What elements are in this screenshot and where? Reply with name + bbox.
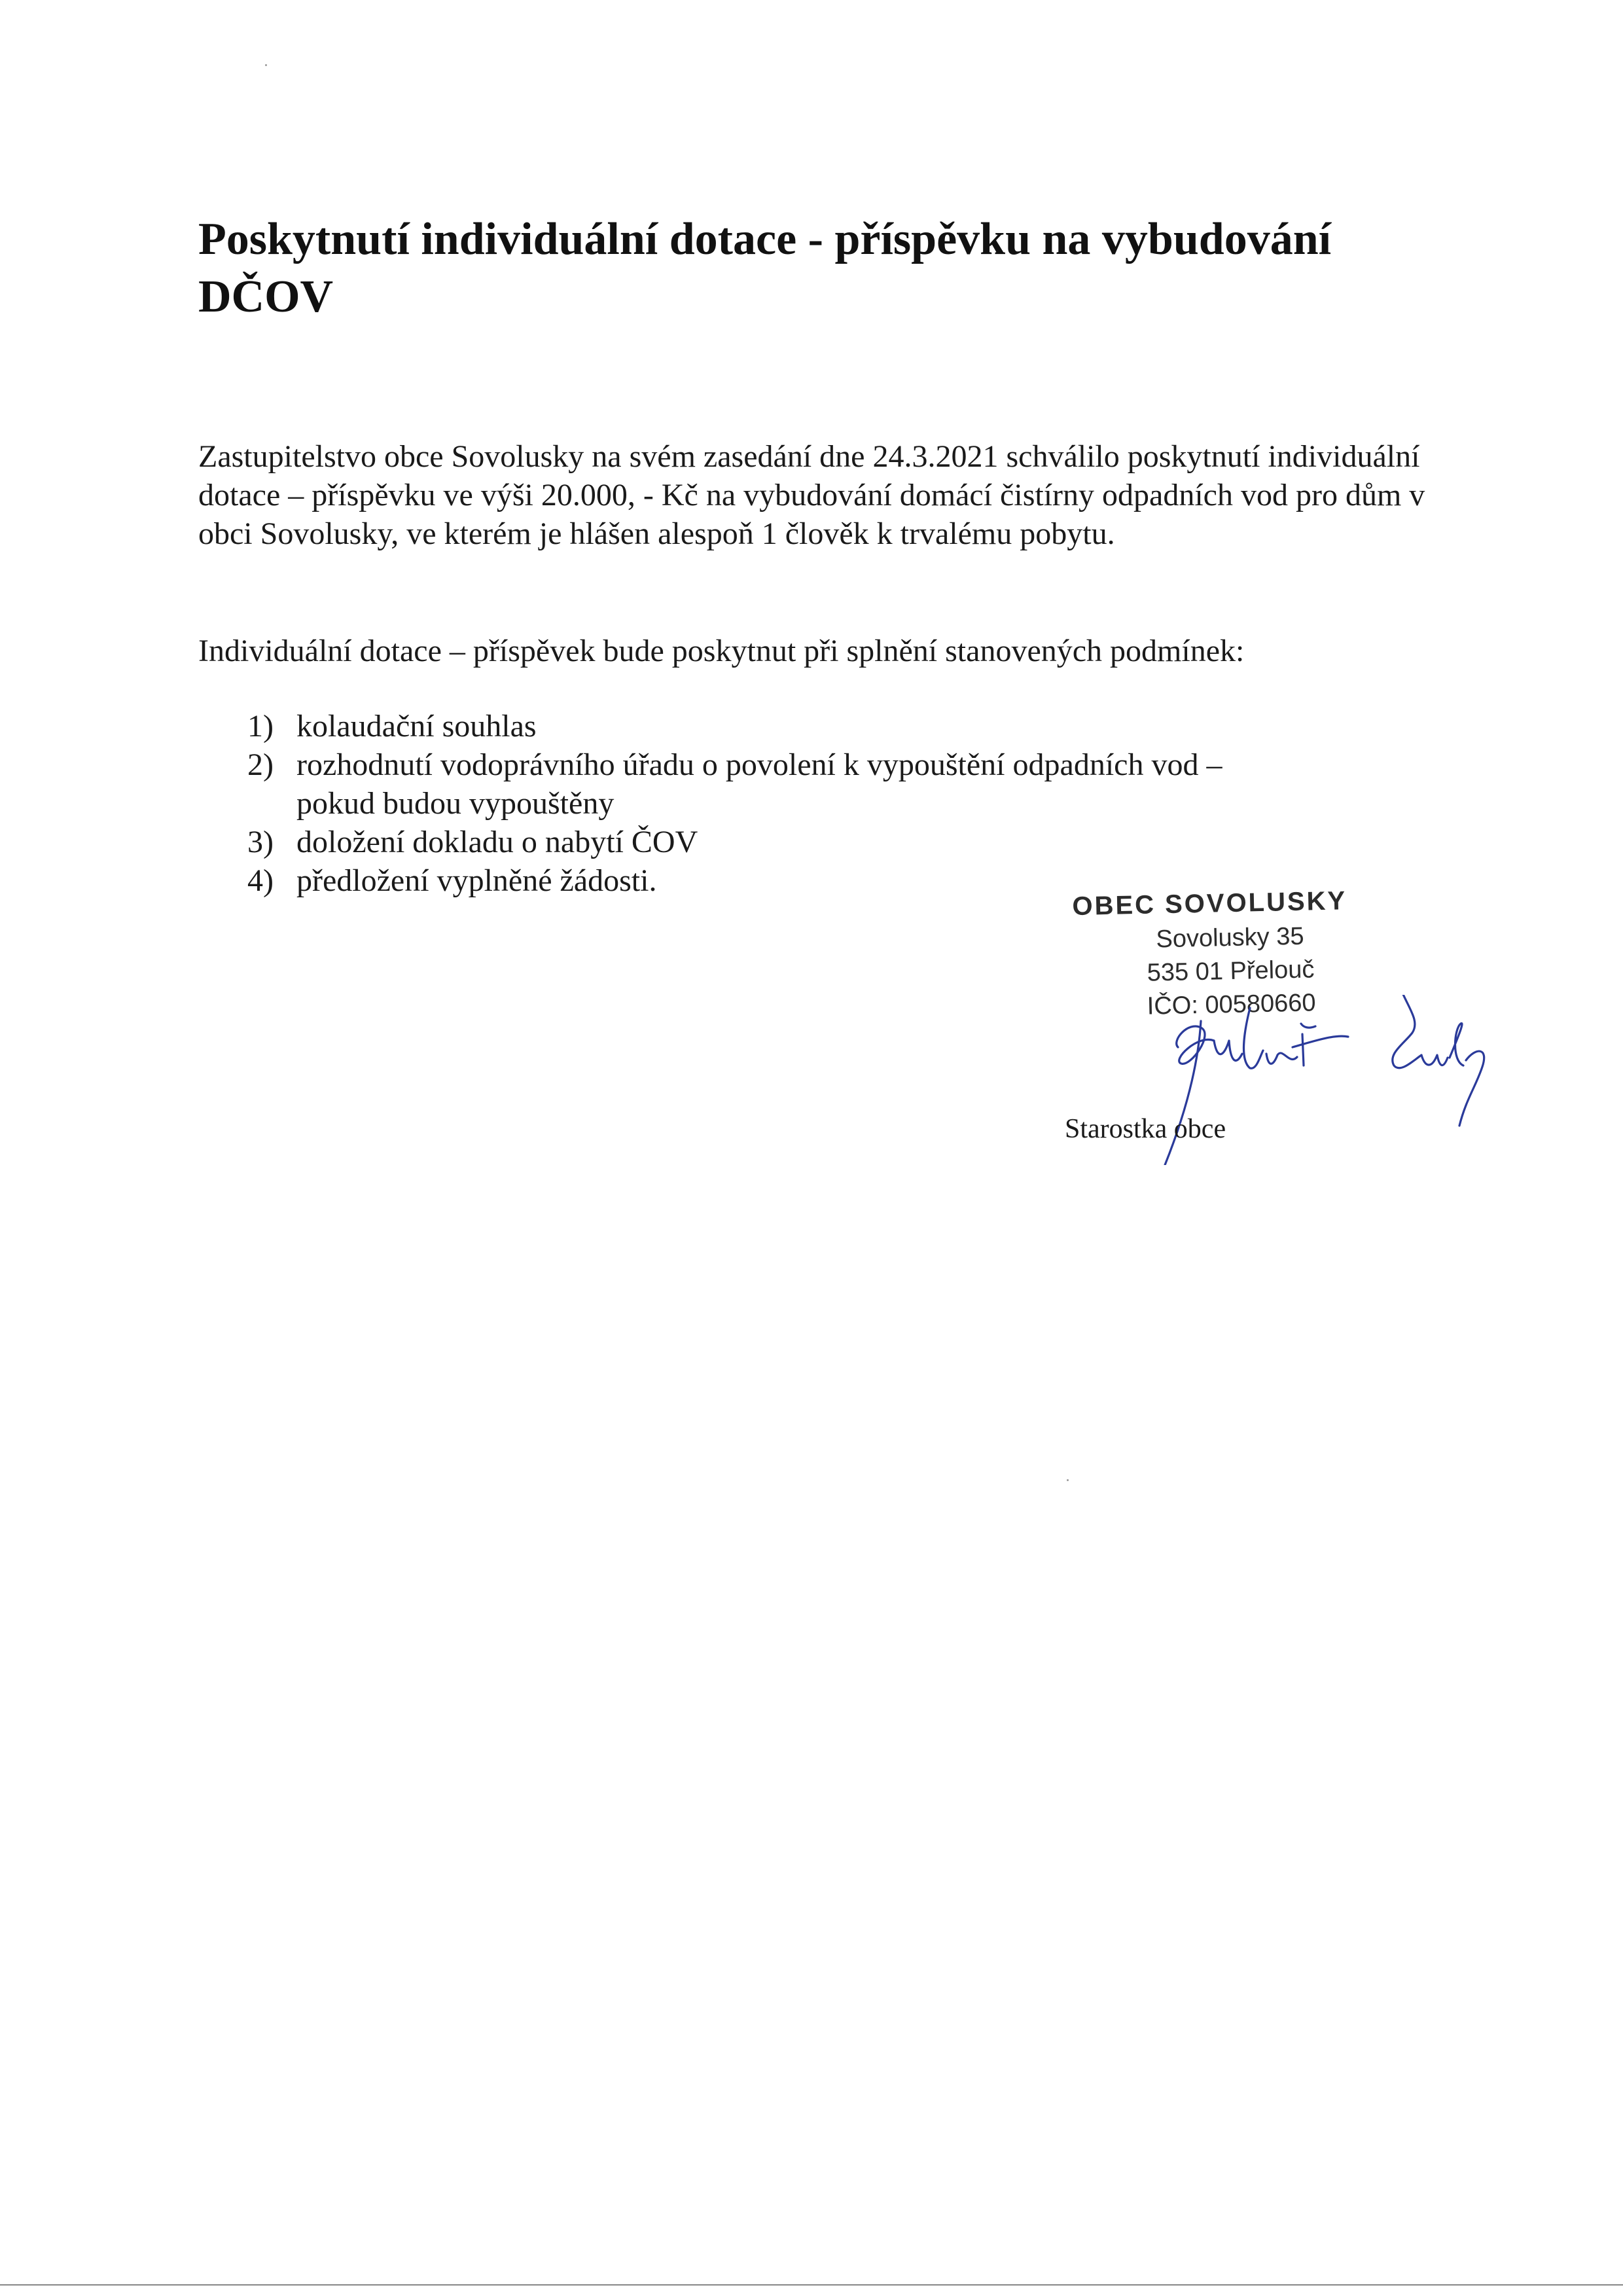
list-item — [198, 707, 1429, 745]
list-item-text: doložení dokladu o nabytí ČOV — [296, 825, 698, 859]
list-item — [198, 745, 1429, 823]
stamp-ico: IČO: 00580660 — [1147, 989, 1316, 1020]
conditions-intro: Individuální dotace – příspěvek bude poskytnut při splnění stanovených podmínek: — [198, 634, 1245, 668]
scan-speck — [1067, 1479, 1069, 1481]
stamp-address: Sovolusky 35 — [1156, 922, 1304, 954]
page-title: Poskytnutí individuální dotace - příspěvku na vybudování DČOV — [198, 214, 1332, 322]
stamp-postal: 535 01 Přelouč — [1147, 956, 1315, 987]
list-item-number: 4) — [247, 863, 274, 898]
list-item-number: 2) — [247, 747, 274, 782]
list-item — [198, 823, 1429, 861]
stamp-name: OBEC SOVOLUSKY — [1071, 886, 1347, 922]
decision-paragraph: Zastupitelstvo obce Sovolusky na svém zasedání dne 24.3.2021 schválilo poskytnutí individuální dotace – příspěvku ve výši 20.000, - Kč na vybudování domácí čistírny odpadních vod pro dům v obci Sovolusky, ve kterém je hlášen alespoň 1 člověk k trvalému pobytu. — [198, 439, 1425, 551]
list-item-text: kolaudační souhlas — [296, 709, 537, 744]
conditions-list — [198, 707, 1429, 900]
scan-speck — [265, 64, 267, 66]
signature-label: Starostka obce — [1065, 1114, 1226, 1144]
list-item-number: 3) — [247, 825, 274, 859]
list-item-text: rozhodnutí vodoprávního úřadu o povolení k vypouštění odpadních vod – pokud budou vypouštěny — [296, 747, 1222, 821]
list-item-text: předložení vyplněné žádosti. — [296, 863, 657, 898]
scan-edge-line — [0, 2284, 1623, 2286]
list-item-number: 1) — [247, 709, 274, 744]
